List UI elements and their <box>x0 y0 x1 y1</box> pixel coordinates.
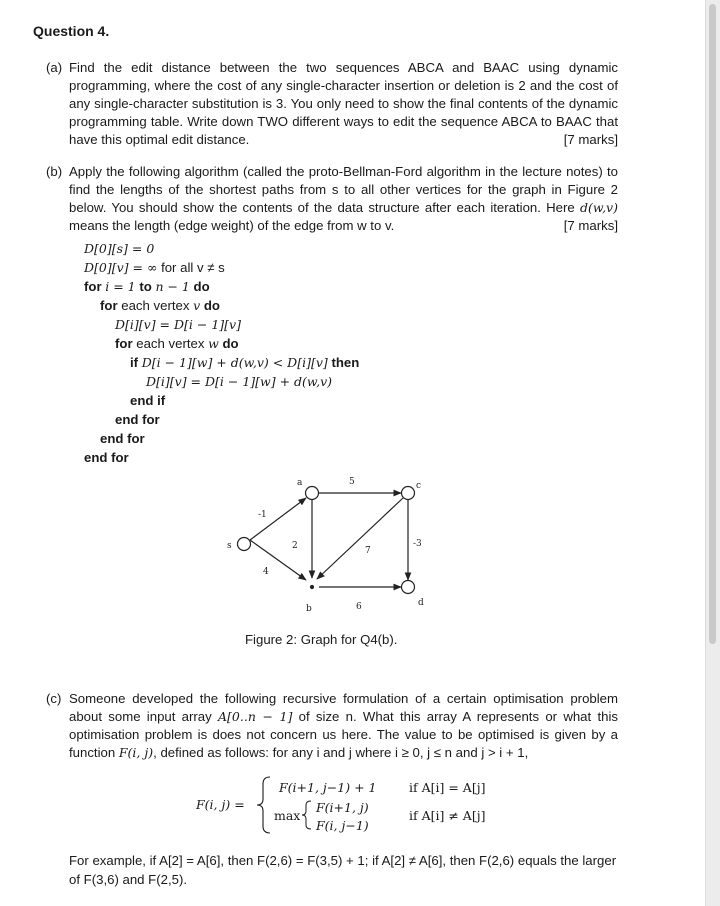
edge-label-s-b: 4 <box>263 567 269 577</box>
vertical-scrollbar[interactable] <box>705 0 720 906</box>
formula-lhs: F(i, j) = <box>196 797 245 812</box>
part-b-def-math: d(w,v) <box>579 200 618 215</box>
question-title: Question 4. <box>33 23 110 39</box>
algo-line-9: end if <box>130 393 166 408</box>
edge-label-b-d: 6 <box>356 602 362 612</box>
formula-case2a: F(i+1, j) <box>316 800 369 815</box>
algo-line-6: for each vertex w do <box>115 336 239 351</box>
algo-line-8: D[i][v] = D[i − 1][w] + d(w,v) <box>146 374 333 389</box>
graph-figure <box>222 470 442 620</box>
algo-line-11: end for <box>100 431 145 446</box>
node-s <box>238 538 251 551</box>
part-c-text-3: , defined as follows: for any i and j where i ≥ 0, j ≤ n and j > i + 1, <box>153 745 529 760</box>
edge-label-a-c: 5 <box>349 477 355 487</box>
scrollbar-thumb[interactable] <box>709 4 716 644</box>
algo-line-2: D[0][v] = ∞ for all v ≠ s <box>84 260 225 275</box>
part-c-array-math: A[0..n − 1] <box>218 709 293 724</box>
algo-line-12: end for <box>84 450 129 465</box>
part-c-label: (c) <box>46 691 62 706</box>
part-b-def-text: means the length (edge weight) of the edge from w to v. <box>69 218 395 233</box>
node-label-d: d <box>418 598 424 608</box>
edge-label-s-a: -1 <box>258 510 267 520</box>
formula-case2b: F(i, j−1) <box>316 818 369 833</box>
part-c-func-math: F(i, j) <box>118 745 154 760</box>
formula-brace-inner <box>302 801 311 829</box>
node-c <box>402 487 415 500</box>
node-b <box>311 586 314 589</box>
part-b-label: (b) <box>46 164 63 179</box>
formula-cond2: if A[i] ≠ A[j] <box>409 808 486 823</box>
node-label-a: a <box>297 478 303 488</box>
figure-caption: Figure 2: Graph for Q4(b). <box>245 632 398 647</box>
algo-line-5: D[i][v] = D[i − 1][v] <box>115 317 241 332</box>
formula-max: max <box>274 808 301 823</box>
edge-label-c-d: -3 <box>413 539 422 549</box>
algorithm-pseudocode <box>84 239 359 467</box>
formula-cond1: if A[i] = A[j] <box>409 780 486 795</box>
part-c-text-1: Someone developed the following recursive formulation of a certain optimisation problem about some input array <box>69 691 618 724</box>
part-a-marks: [7 marks] <box>563 132 618 147</box>
formula-case1: F(i+1, j−1) + 1 <box>279 780 377 795</box>
part-b-marks: [7 marks] <box>563 218 618 233</box>
node-a <box>306 487 319 500</box>
edge-label-c-b: 7 <box>365 546 371 556</box>
algo-line-4: for each vertex v do <box>100 298 220 313</box>
part-b <box>46 163 618 235</box>
part-c-example: For example, if A[2] = A[6], then F(2,6) = F(3,5) + 1; if A[2] ≠ A[6], then F(2,6) equals the larger of F(3,6) and F(2,5). <box>69 853 617 887</box>
algo-line-1: D[0][s] = 0 <box>84 241 155 256</box>
node-label-c: c <box>416 481 422 491</box>
node-d <box>402 581 415 594</box>
algo-line-7: if D[i − 1][w] + d(w,v) < D[i][v] then <box>130 355 360 370</box>
recurrence-formula <box>196 774 516 836</box>
part-b-text: Apply the following algorithm (called the proto-Bellman-Ford algorithm in the lecture notes) to find the lengths of the shortest paths from s to all other vertices for the graph in Figure 2 below. You should show the contents of the data structure after each iteration. Here <box>69 164 618 215</box>
part-c-text-2: of size n. What this array A represents or what this optimisation problem is does not concern us here. The value to be optimised is given by a function <box>69 709 618 760</box>
node-label-b: b <box>306 604 312 614</box>
edge-label-a-b: 2 <box>292 541 298 551</box>
edge-c-b <box>317 498 403 579</box>
part-c <box>46 690 618 762</box>
node-label-s: s <box>227 541 232 551</box>
part-a-text: Find the edit distance between the two sequences ABCA and BAAC using dynamic programming, where the cost of any single-character insertion or deletion is 2 and the cost of any single-character substitution is 3. You only need to show the final contents of the dynamic programming table. Write down TWO different ways to edit the sequence ABCA to BAAC that have this optimal edit distance. <box>69 60 618 147</box>
algo-line-3: for i = 1 to n − 1 do <box>84 279 210 294</box>
algo-line-10: end for <box>115 412 160 427</box>
part-a <box>46 59 618 149</box>
formula-brace-outer <box>257 777 270 833</box>
part-a-label: (a) <box>46 60 63 75</box>
